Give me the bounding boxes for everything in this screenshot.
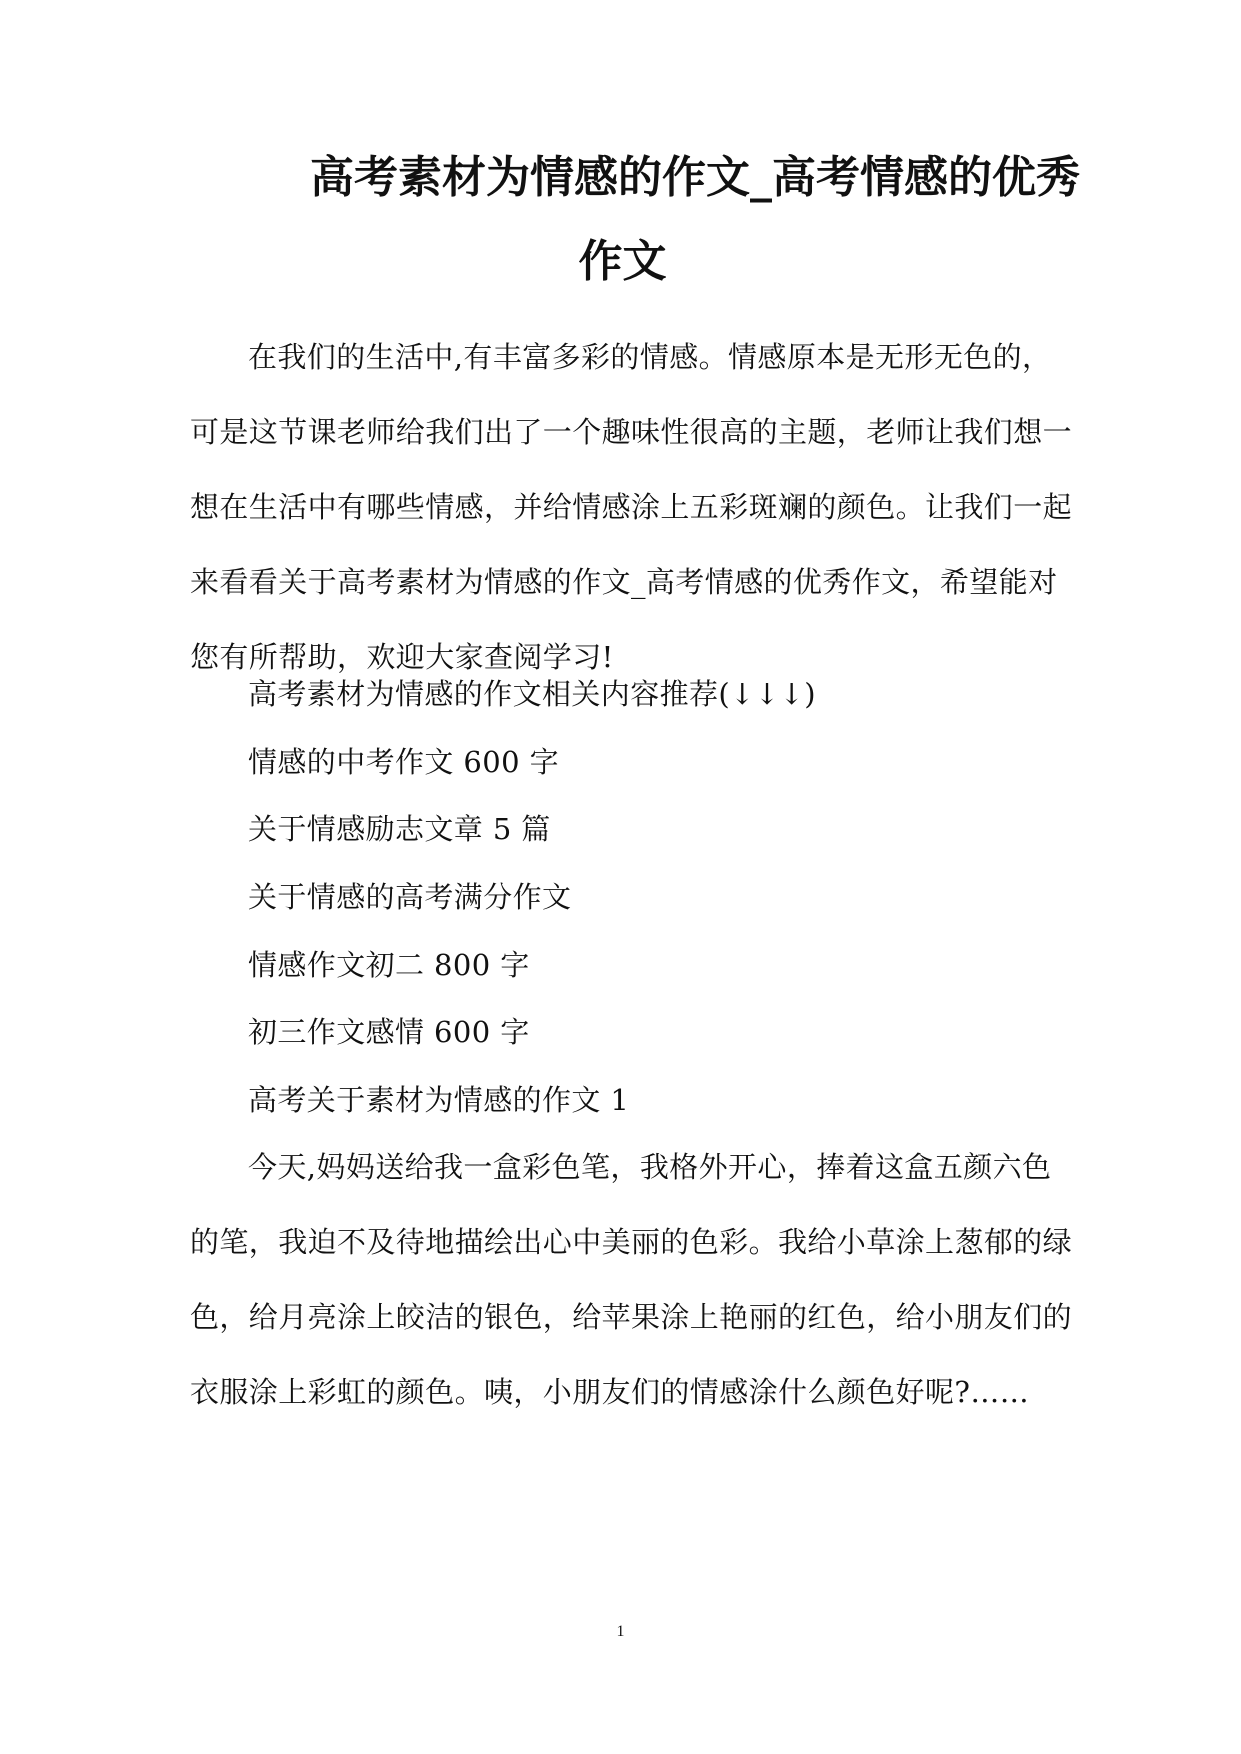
- related-item: 情感作文初二 800 字: [248, 948, 530, 982]
- related-item: 情感的中考作文 600 字: [248, 745, 559, 779]
- body-line: 色，给月亮涂上皎洁的银色，给苹果涂上艳丽的红色，给小朋友们的: [190, 1300, 1073, 1334]
- related-item: 初三作文感情 600 字: [248, 1015, 530, 1049]
- body-line: 今天,妈妈送给我一盒彩色笔，我格外开心，捧着这盒五颜六色: [248, 1150, 1052, 1184]
- related-item: 关于情感的高考满分作文: [248, 880, 572, 914]
- related-item: 关于情感励志文章 5 篇: [248, 812, 551, 846]
- body-line: 的笔，我迫不及待地描绘出心中美丽的色彩。我给小草涂上葱郁的绿: [190, 1225, 1073, 1259]
- document-title-line-2: 作文: [578, 236, 667, 287]
- intro-line: 来看看关于高考素材为情感的作文_高考情感的优秀作文，希望能对: [190, 565, 1058, 599]
- related-heading: 高考素材为情感的作文相关内容推荐(↓↓↓): [248, 677, 816, 711]
- intro-line: 想在生活中有哪些情感，并给情感涂上五彩斑斓的颜色。让我们一起: [190, 490, 1073, 524]
- page-number: 1: [616, 1623, 625, 1640]
- intro-line: 可是这节课老师给我们出了一个趣味性很高的主题，老师让我们想一: [190, 415, 1073, 449]
- body-line: 衣服涂上彩虹的颜色。咦，小朋友们的情感涂什么颜色好呢?……: [190, 1375, 1030, 1409]
- document-title-line-1: 高考素材为情感的作文_高考情感的优秀: [310, 152, 1080, 203]
- intro-line: 您有所帮助，欢迎大家查阅学习!: [190, 640, 614, 674]
- intro-line: 在我们的生活中,有丰富多彩的情感。情感原本是无形无色的，: [248, 340, 1052, 374]
- section-heading: 高考关于素材为情感的作文 1: [248, 1083, 630, 1117]
- body-paragraph: [190, 1130, 1073, 1430]
- intro-paragraph: [190, 320, 1073, 695]
